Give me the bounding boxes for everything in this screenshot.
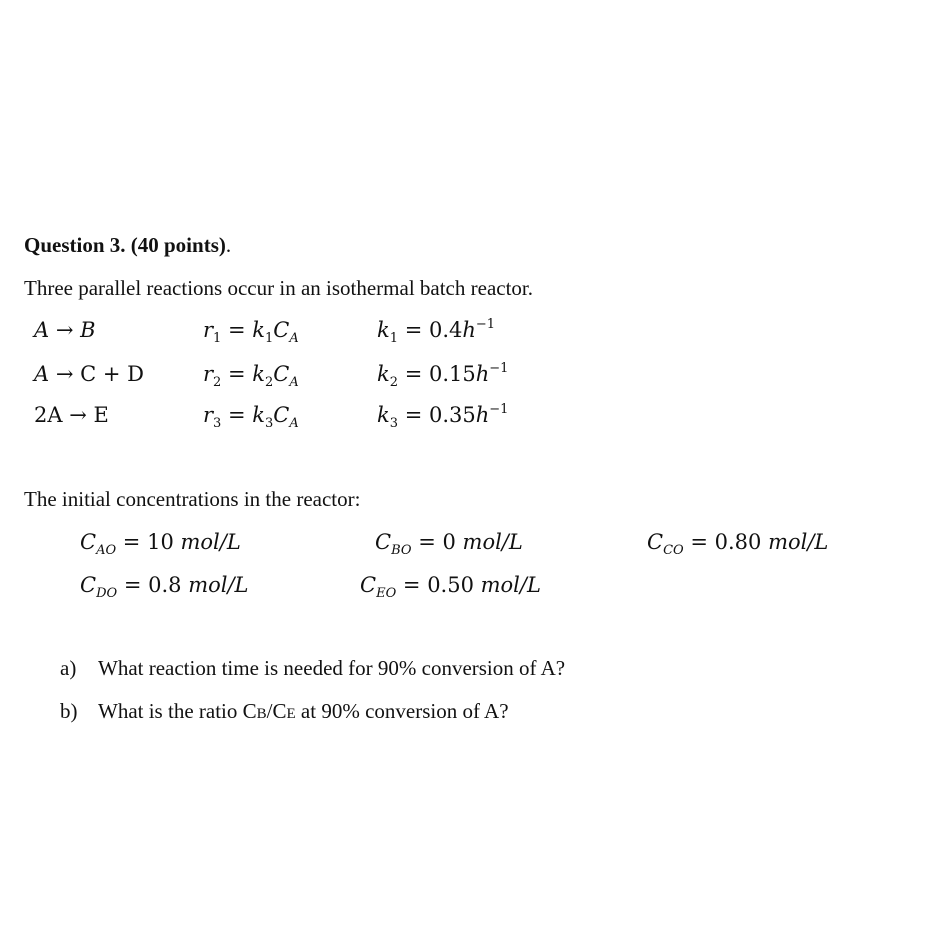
question-text: What is the ratio C	[98, 699, 257, 723]
concentration-unit: mol/L	[480, 573, 541, 597]
equals-sign: =	[117, 573, 149, 597]
equals-sign: =	[221, 362, 253, 386]
reaction-equation	[34, 320, 96, 341]
reactant: 2A	[34, 403, 63, 427]
concentration-subscript: AO	[96, 543, 117, 558]
concentration-ao	[80, 530, 241, 558]
concentration-symbol: C	[360, 573, 377, 597]
equals-sign: =	[398, 362, 429, 386]
initial-concentrations-heading: The initial concentrations in the reactor:	[24, 487, 361, 511]
ratio-separator: /C	[266, 699, 287, 723]
constant-number: 0.15	[428, 362, 476, 386]
rate-symbol: r	[203, 403, 214, 427]
equals-sign: =	[221, 403, 253, 427]
rate-constant-symbol: k	[252, 362, 266, 386]
unit-exponent: −1	[489, 361, 509, 376]
concentration-unit: mol/L	[188, 573, 249, 597]
rate-constant-subscript: 2	[265, 375, 274, 390]
rate-constant-subscript: 1	[265, 331, 274, 346]
equals-sign: =	[396, 573, 428, 597]
concentration-value: 0.80	[714, 530, 769, 554]
question-title-period: .	[225, 233, 232, 257]
concentration-symbol: C	[273, 318, 290, 342]
constant-number: 0.4	[428, 318, 463, 342]
equals-sign: =	[398, 318, 429, 342]
rate-constant-subscript: 1	[389, 331, 399, 346]
rate-constant-value	[377, 402, 509, 431]
equals-sign: =	[116, 530, 148, 554]
concentration-symbol: C	[80, 530, 97, 554]
reactant: A	[34, 362, 50, 386]
concentration-subscript: A	[289, 375, 299, 390]
rate-subscript: 3	[213, 416, 222, 431]
rate-constant-value	[377, 361, 509, 390]
ratio-subscript-b: B	[256, 706, 267, 722]
product: B	[80, 318, 96, 342]
reaction-arrow: →	[55, 318, 74, 342]
reaction-equation	[34, 405, 109, 426]
constant-unit: h	[475, 403, 490, 427]
concentration-subscript: EO	[376, 586, 397, 601]
concentration-value: 0.8	[148, 573, 189, 597]
question-title-text: Question 3. (40 points)	[24, 233, 226, 257]
concentration-symbol: C	[375, 530, 392, 554]
equals-sign: =	[411, 530, 443, 554]
concentration-subscript: A	[289, 416, 299, 431]
rate-constant-symbol: k	[377, 403, 390, 427]
question-text-end: at 90% conversion of A?	[295, 699, 509, 723]
question-label: a)	[60, 656, 77, 680]
question-label: b)	[60, 699, 78, 723]
rate-expression	[203, 318, 299, 346]
constant-number: 0.35	[428, 403, 476, 427]
concentration-bo	[375, 530, 523, 558]
rate-constant-subscript: 3	[265, 416, 274, 431]
concentration-subscript: DO	[96, 586, 118, 601]
reactant: A	[34, 318, 50, 342]
concentration-unit: mol/L	[768, 530, 829, 554]
equals-sign: =	[683, 530, 715, 554]
rate-constant-value	[377, 317, 496, 346]
rate-subscript: 2	[213, 375, 222, 390]
concentration-subscript: CO	[663, 543, 684, 558]
ratio-subscript-e: E	[286, 706, 296, 722]
concentration-symbol: C	[80, 573, 97, 597]
concentration-symbol: C	[273, 403, 290, 427]
constant-unit: h	[462, 318, 476, 342]
product: E	[93, 403, 109, 427]
reaction-arrow: →	[55, 362, 74, 386]
rate-constant-symbol: k	[252, 318, 266, 342]
constant-unit: h	[475, 362, 490, 386]
product: C + D	[80, 362, 145, 386]
question-a	[60, 658, 565, 679]
concentration-co	[647, 530, 829, 558]
concentration-value: 0	[442, 530, 463, 554]
rate-constant-symbol: k	[377, 362, 390, 386]
concentration-subscript: BO	[391, 543, 412, 558]
unit-exponent: −1	[475, 317, 496, 332]
reaction-equation	[34, 364, 144, 385]
rate-subscript: 1	[213, 331, 222, 346]
concentration-subscript: A	[289, 331, 299, 346]
question-title	[24, 235, 231, 256]
question-intro: Three parallel reactions occur in an isothermal batch reactor.	[24, 276, 534, 300]
question-text: What reaction time is needed for 90% conversion of A?	[98, 656, 566, 680]
concentration-do	[80, 573, 249, 601]
question-b	[60, 701, 509, 722]
concentration-symbol: C	[647, 530, 664, 554]
unit-exponent: −1	[489, 402, 509, 417]
concentration-eo	[360, 573, 541, 601]
rate-expression	[203, 403, 299, 431]
rate-constant-symbol: k	[377, 318, 390, 342]
equals-sign: =	[221, 318, 253, 342]
rate-constant-symbol: k	[252, 403, 266, 427]
rate-constant-subscript: 3	[389, 416, 399, 431]
concentration-value: 0.50	[427, 573, 481, 597]
concentration-symbol: C	[273, 362, 290, 386]
rate-expression	[203, 362, 299, 390]
concentration-unit: mol/L	[180, 530, 241, 554]
equals-sign: =	[398, 403, 429, 427]
rate-symbol: r	[203, 362, 214, 386]
rate-symbol: r	[203, 318, 214, 342]
concentration-value: 10	[147, 530, 181, 554]
rate-constant-subscript: 2	[389, 375, 399, 390]
reaction-arrow: →	[69, 403, 87, 427]
concentration-unit: mol/L	[462, 530, 523, 554]
